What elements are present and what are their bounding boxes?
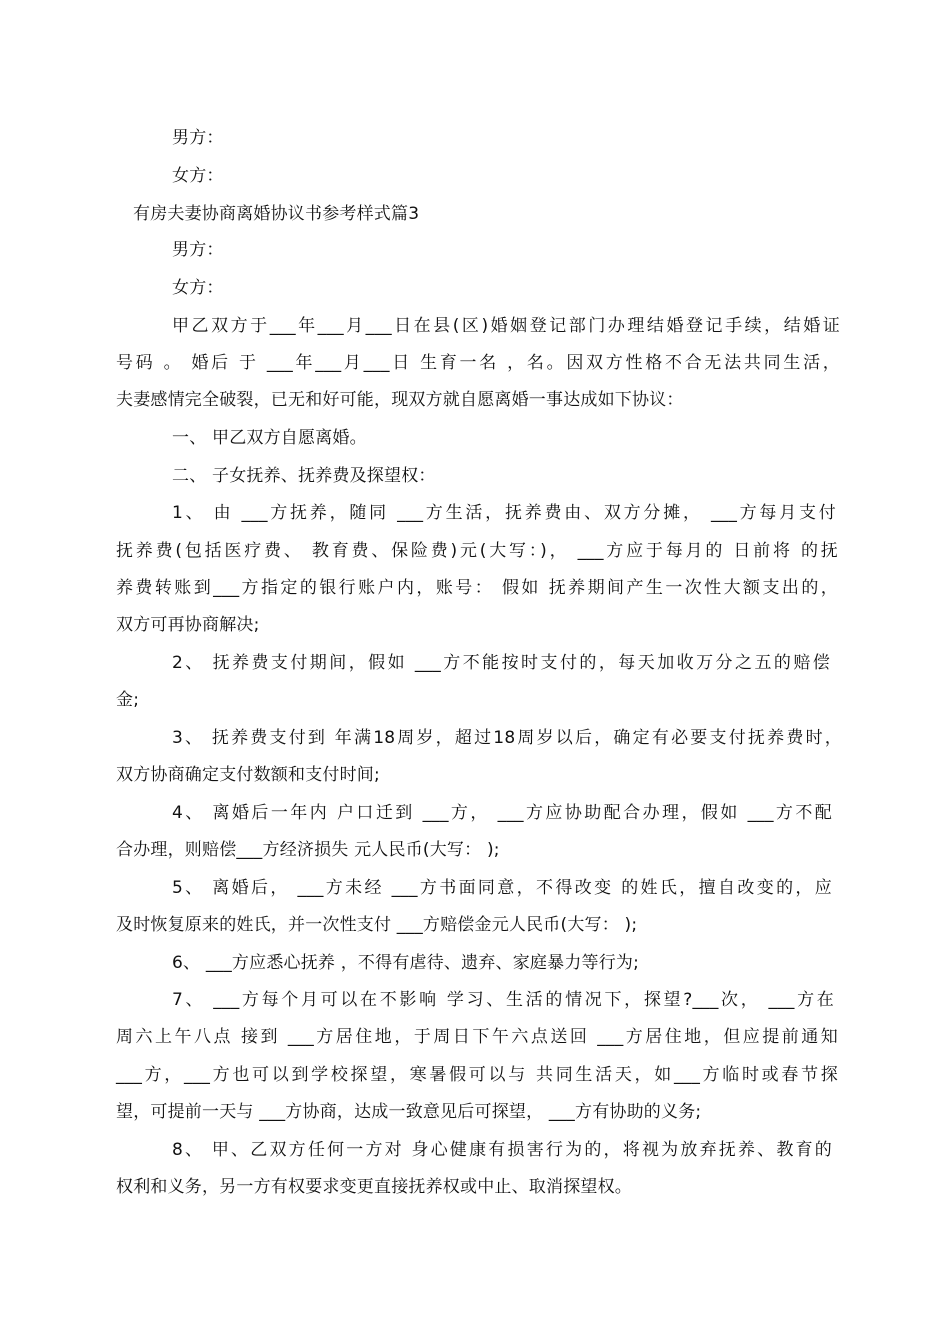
item-5-line-2: 及时恢复原来的姓氏，并一次性支付 ___方赔偿金元人民币(大写： ); bbox=[116, 915, 638, 935]
item-4-line-2: 合办理，则赔偿___方经济损失 元人民币(大写： ); bbox=[116, 840, 500, 860]
item-1-line-4: 双方可再协商解决; bbox=[116, 615, 260, 635]
item-2-line-1: 2、 抚养费支付期间，假如 ___方不能按时支付的，每天加收万分之五的赔偿 bbox=[172, 653, 830, 673]
item-3-line-2: 双方协商确定支付数额和支付时间; bbox=[116, 765, 380, 785]
item-7-line-1: 7、 ___方每个月可以在不影响 学习、生活的情况下，探望?___次， ___方在 bbox=[172, 990, 834, 1010]
male-party-label: 男方： bbox=[172, 128, 224, 148]
male-party-label-2: 男方： bbox=[172, 240, 224, 260]
item-3-line-1: 3、 抚养费支付到 年满18周岁，超过18周岁以后，确定有必要支付抚养费时， bbox=[172, 728, 842, 748]
item-7-line-3: ___方，___方也可以到学校探望，寒暑假可以与 共同生活天，如___方临时或春节探 bbox=[116, 1065, 838, 1085]
item-8-line-2: 权利和义务，另一方有权要求变更直接抚养权或中止、取消探望权。 bbox=[116, 1177, 632, 1197]
female-party-label-2: 女方： bbox=[172, 278, 224, 298]
item-1-line-2: 抚养费(包括医疗费、 教育费、保险费)元(大写：)， ___方应于每月的 日前将 的抚 bbox=[116, 541, 838, 561]
item-7-line-4: 望，可提前一天与 ___方协商，达成一致意见后可探望， ___方有协助的义务; bbox=[116, 1102, 702, 1122]
item-4-line-1: 4、 离婚后一年内 户口迁到 ___方， ___方应协助配合办理，假如 ___方不配 bbox=[172, 803, 832, 823]
section-title: 有房夫妻协商离婚协议书参考样式篇3 bbox=[133, 204, 420, 224]
clause-2: 二、 子女抚养、抚养费及探望权： bbox=[172, 466, 436, 486]
item-1-line-3: 养费转账到___方指定的银行账户内，账号： 假如 抚养期间产生一次性大额支出的， bbox=[116, 578, 838, 598]
item-5-line-1: 5、 离婚后， ___方未经 ___方书面同意，不得改变 的姓氏，擅自改变的，应 bbox=[172, 878, 832, 898]
clause-1: 一、 甲乙双方自愿离婚。 bbox=[172, 428, 367, 448]
intro-line-2: 号码 。 婚后 于 ___年___月___日 生育一名 ，名。因双方性格不合无法共同生活， bbox=[116, 353, 840, 373]
item-7-line-2: 周六上午八点 接到 ___方居住地，于周日下午六点送回 ___方居住地，但应提前通知 bbox=[116, 1027, 838, 1047]
intro-line-3: 夫妻感情完全破裂，已无和好可能，现双方就自愿离婚一事达成如下协议： bbox=[116, 390, 684, 410]
female-party-label: 女方： bbox=[172, 166, 224, 186]
intro-line-1: 甲乙双方于___年___月___日在县(区)婚姻登记部门办理结婚登记手续，结婚证 bbox=[172, 316, 840, 336]
item-8-line-1: 8、 甲、乙双方任何一方对 身心健康有损害行为的，将视为放弃抚养、教育的 bbox=[172, 1140, 832, 1160]
item-1-line-1: 1、 由 ___方抚养，随同 ___方生活，抚养费由、双方分摊， ___方每月支付 bbox=[172, 503, 836, 523]
item-6: 6、 ___方应悉心抚养 ，不得有虐待、遗弃、家庭暴力等行为; bbox=[172, 953, 640, 973]
item-2-line-2: 金; bbox=[116, 690, 140, 710]
